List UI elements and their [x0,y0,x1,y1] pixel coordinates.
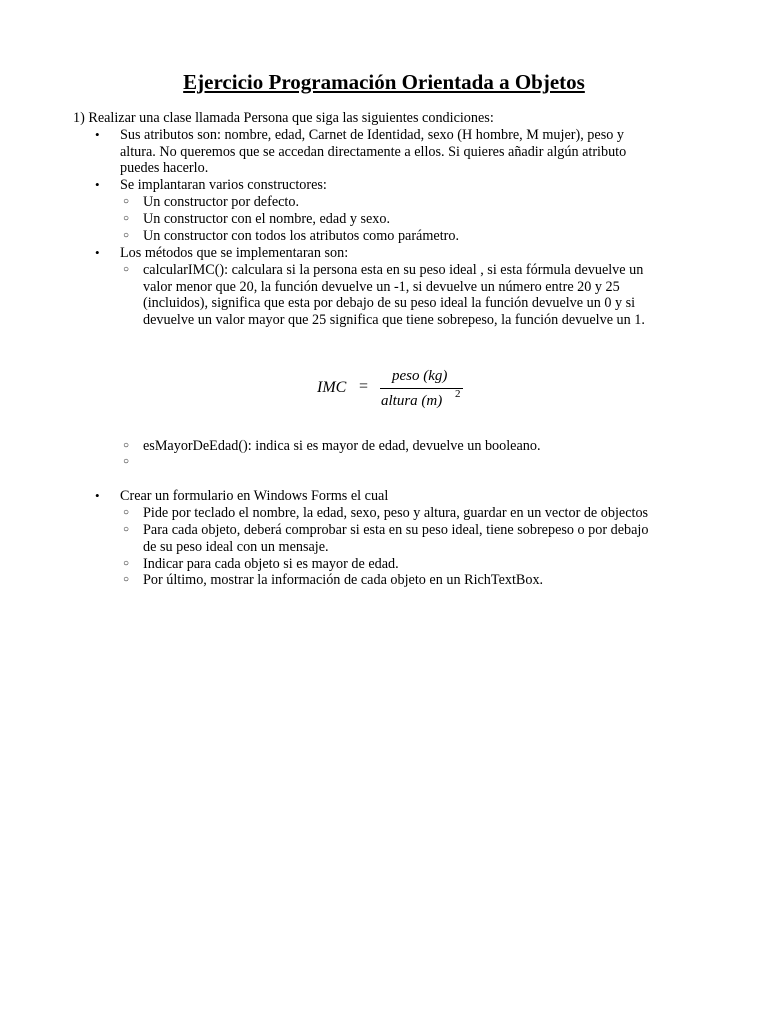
bullet-disc: • [95,488,100,503]
paragraph-line: Sus atributos son: nombre, edad, Carnet de Identidad, sexo (H hombre, M mujer), peso y [120,127,624,143]
formula-exponent: 2 [455,388,461,400]
paragraph-line: puedes hacerlo. [120,160,209,176]
list-item-continuation: de su peso ideal con un mensaje. [143,539,329,555]
bullet-circle: ○ [123,264,130,275]
paragraph-line: altura. No queremos que se accedan directamente a ellos. Si quieres añadir algún atributo [120,144,627,160]
bullet-circle: ○ [123,196,130,207]
list-item: esMayorDeEdad(): indica si es mayor de edad, devuelve un booleano. [143,438,541,454]
paragraph-line: Los métodos que se implementaran son: [120,245,349,261]
bullet-disc: • [95,245,100,260]
formula-denominator: altura (m) [381,393,443,409]
bullet-circle: ○ [123,230,130,241]
list-item: Pide por teclado el nombre, la edad, sexo, peso y altura, guardar en un vector de objectos [143,505,649,521]
paragraph-line: Crear un formulario en Windows Forms el cual [120,488,389,504]
paragraph-line: Se implantaran varios constructores: [120,177,327,193]
formula-lhs: IMC [317,379,347,396]
list-item: Indicar para cada objeto si es mayor de edad. [143,556,399,572]
bullet-circle: ○ [123,558,130,569]
formula-numerator: peso (kg) [392,368,448,384]
list-item: Un constructor por defecto. [143,194,300,210]
imc-formula [316,366,476,416]
bullet-circle: ○ [123,524,130,535]
formula-equals: = [359,378,369,395]
bullet-circle: ○ [123,456,130,467]
bullet-circle: ○ [123,440,130,451]
bullet-circle: ○ [123,213,130,224]
list-item-continuation: (incluidos), significa que esta por debajo de su peso ideal la función devuelve un 0 y si [143,295,636,311]
list-item-continuation: devuelve un valor mayor que 25 significa que tiene sobrepeso, la función devuelve un 1. [143,312,645,328]
list-item-continuation: valor menor que 20, la función devuelve un -1, si devuelve un número entre 20 y 25 [143,279,620,295]
fraction-bar [380,388,463,389]
document-title: Ejercicio Programación Orientada a Objetos [183,70,585,94]
list-item: Por último, mostrar la información de cada objeto en un RichTextBox. [143,572,544,588]
bullet-disc: • [95,127,100,142]
list-item: Para cada objeto, deberá comprobar si esta en su peso ideal, tiene sobrepeso o por debajo [143,522,649,538]
bullet-circle: ○ [123,574,130,585]
list-item: Un constructor con el nombre, edad y sexo. [143,211,391,227]
list-item: Un constructor con todos los atributos como parámetro. [143,228,459,244]
list-item: calcularIMC(): calculara si la persona esta en su peso ideal , si esta fórmula devuelve un [143,262,644,278]
bullet-circle: ○ [123,507,130,518]
exercise-intro: 1) Realizar una clase llamada Persona que siga las siguientes condiciones: [73,110,494,126]
bullet-disc: • [95,177,100,192]
